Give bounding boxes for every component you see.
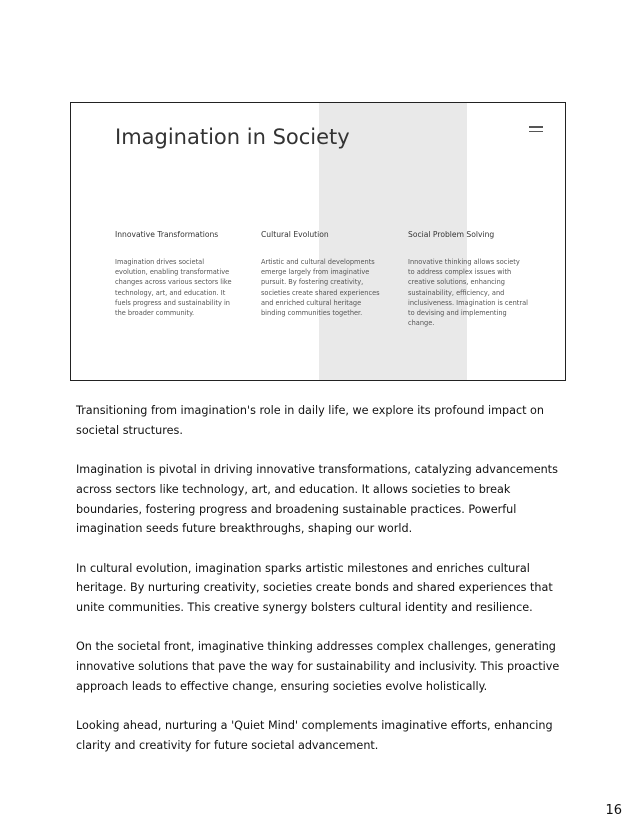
column-body: Imagination drives societal evolution, enabling transformative changes across various sectors like technology, art, and education. It fuels progress and sustainability in the broader community. (115, 258, 232, 318)
slide-column-innovative (115, 230, 235, 318)
slide-title: Imagination in Society (115, 125, 350, 149)
slide-column-social (408, 230, 528, 328)
column-heading: Innovative Transformations (115, 230, 219, 239)
body-paragraph: In cultural evolution, imagination sparks artistic milestones and enriches cultural heritage. By nurturing creativity, societies create bonds and shared experiences that unite communities. This creative synergy bolsters cultural identity and resilience. (76, 561, 553, 614)
column-body: Innovative thinking allows society to address complex issues with creative solutions, enhancing sustainability, efficiency, and inclusiveness. Imagination is central to devising and implementing change. (408, 258, 528, 328)
column-heading: Cultural Evolution (261, 230, 329, 239)
body-paragraph: Transitioning from imagination's role in daily life, we explore its profound impact on societal structures. (76, 404, 544, 437)
body-paragraph: Imagination is pivotal in driving innovative transformations, catalyzing advancements across sectors like technology, art, and education. It allows societies to break boundaries, fostering progress and broadening sustainable practices. Powerful imagination seeds future breakthroughs, shaping our world. (76, 463, 558, 536)
hamburger-icon (529, 126, 543, 132)
body-paragraph: On the societal front, imaginative thinking addresses complex challenges, generating innovative solutions that pave the way for sustainability and inclusivity. This proactive approach leads to effective change, ensuring societies evolve holistically. (76, 640, 560, 693)
page-number: 16 (605, 803, 622, 818)
body-text (76, 401, 566, 775)
slide-thumbnail (70, 102, 566, 381)
body-paragraph: Looking ahead, nurturing a 'Quiet Mind' complements imaginative efforts, enhancing clarity and creativity for future societal advancement. (76, 719, 553, 752)
slide-column-cultural (261, 230, 381, 318)
column-heading: Social Problem Solving (408, 230, 495, 239)
column-body: Artistic and cultural developments emerge largely from imaginative pursuit. By fostering creativity, societies create shared experiences and enriched cultural heritage binding communities together. (261, 258, 380, 318)
